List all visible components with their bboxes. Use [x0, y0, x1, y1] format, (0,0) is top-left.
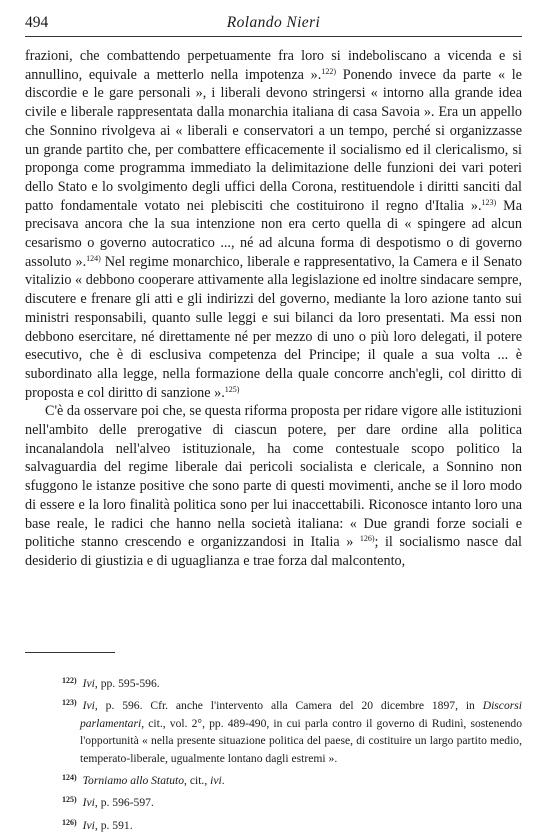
footnote-number: 122) [62, 676, 77, 685]
page-number: 494 [25, 14, 49, 31]
footnote-ref: 124) [86, 253, 101, 263]
footnote-italic: Ivi [82, 677, 95, 690]
paragraph [25, 402, 522, 570]
footnote-number: 125) [62, 795, 77, 805]
footnote-text: , pp. 595-596. [94, 677, 160, 690]
footnote-number: 126) [62, 817, 77, 827]
footnote [25, 791, 522, 811]
text-run: Ma precisava ancora che la sua intenzione non era certo quella di « spingere ad alcun cesarismo o governo autocratico ..., né ad alcuna forma di despotismo o di governo assoluto ». [25, 197, 523, 270]
footnote-italic: ivi [210, 774, 222, 788]
footnote-ref: 126) [359, 534, 375, 544]
text-run: frazioni, che combattendo perpetuamente fra loro si indeboliscano a vicenda e si annullino, equivale a metterlo nella impotenza ». [25, 48, 522, 83]
footnote-text: . [221, 774, 225, 788]
footnote-italic: Torniamo allo Statuto [82, 774, 185, 788]
footnote-text: , p. 596. Cfr. anche l'intervento alla Camera del 20 dicembre 1897, in [94, 699, 483, 713]
footnote-rule [25, 652, 115, 653]
footnote [25, 672, 522, 692]
text-run: Ponendo invece da parte « le discordie e le gare personali », i liberali devono stringersi « intorno alla grande idea civile e liberale rappresentata dalla monarchia italiana di casa Savoia ». Era un appello che Sonnino rivolgeva ai « liberali e conservatori a un tempo, perché si organizzasse un grande partito che, per combattere efficacemente il socialismo ed il clericalismo, si proponga come programma immediato la delimitazione delle funzioni dei vari poteri dello Stato e lo svolgimento degli uffici della Corona, restituendole i diritti sanciti dal patto fondamentale votato nei plebisciti che costituirono il regno d'Italia ». [25, 66, 522, 214]
text-run: ; il socialismo nasce dal desiderio di giustizia e di uguaglianza e trae forza dal malcontento, [25, 534, 522, 569]
footnote-number: 123) [62, 698, 77, 708]
footnote-italic: Ivi [82, 796, 95, 810]
header-rule [25, 36, 522, 37]
footnote-text: , p. 596-597. [94, 796, 154, 810]
footnote [25, 694, 522, 767]
footnote [25, 769, 522, 789]
footnote-text: , cit., vol. 2°, pp. 489-490, in cui parla contro il governo di Rudinì, sostenendo l'opportunità « nella presente situazione politica del paese, di costituire un largo partito medio, temperato-liberale, ugualmente lontano dagli estremi ». [80, 716, 522, 765]
footnote-italic: Ivi [82, 699, 95, 713]
footnotes [25, 672, 522, 836]
footnote-text: , cit., [184, 774, 211, 788]
footnote [25, 814, 522, 834]
footnote-text: , p. 591. [94, 818, 133, 832]
footnote-italic: Ivi [82, 818, 95, 832]
footnote-ref: 122) [321, 66, 336, 76]
footnote-number: 124) [62, 773, 77, 783]
body-text [25, 47, 522, 571]
footnote-ref: 125) [224, 384, 240, 394]
running-head: Rolando Nieri [226, 14, 321, 31]
footnote-ref: 123) [481, 197, 497, 207]
page-header [25, 14, 522, 38]
paragraph [25, 47, 522, 402]
text-run: C'è da osservare poi che, se questa riforma proposta per ridare vigore alle istituzioni nell'ambito delle prerogative di ciascun potere, per dare ordine alla politica incanalandola nell'alveo istituzionale, ha come contestuale scopo politico la salvaguardia del regime liberale dai pericoli socialista e clericale, a Sonnino non sfuggono le istanze positive che sono parte di questi movimenti, anche se il loro modo di essere e la loro finalità politica sono per lui inaccettabili. Riconosce intanto loro una base reale, le radici che hanno nella società italiana: « Due grandi forze sociali e politiche stanno crescendo e organizzandosi in Italia » [25, 403, 522, 551]
text-run: Nel regime monarchico, liberale e rappresentativo, la Camera e il Senato vitalizio « debbono cooperare attivamente alla legislazione ed inoltre sindacare sempre, discutere e frenare gli atti e gli indirizzi del governo, mediante la loro azione tanto sui ministri responsabili, quanto sulle leggi e sui bilanci da loro presentati. Ma essi non debbono esercitare, né direttamente né per mezzo di uno o più loro delegati, il potere esecutivo, che è di esclusiva competenza del Principe; il quale a sua volta ... è subordinato alla legge, nella formazione della quale concorre anch'egli, col diritto di proposta e col diritto di sanzione ». [25, 253, 522, 401]
footnote-italic: Discorsi parlamentari [80, 699, 522, 730]
